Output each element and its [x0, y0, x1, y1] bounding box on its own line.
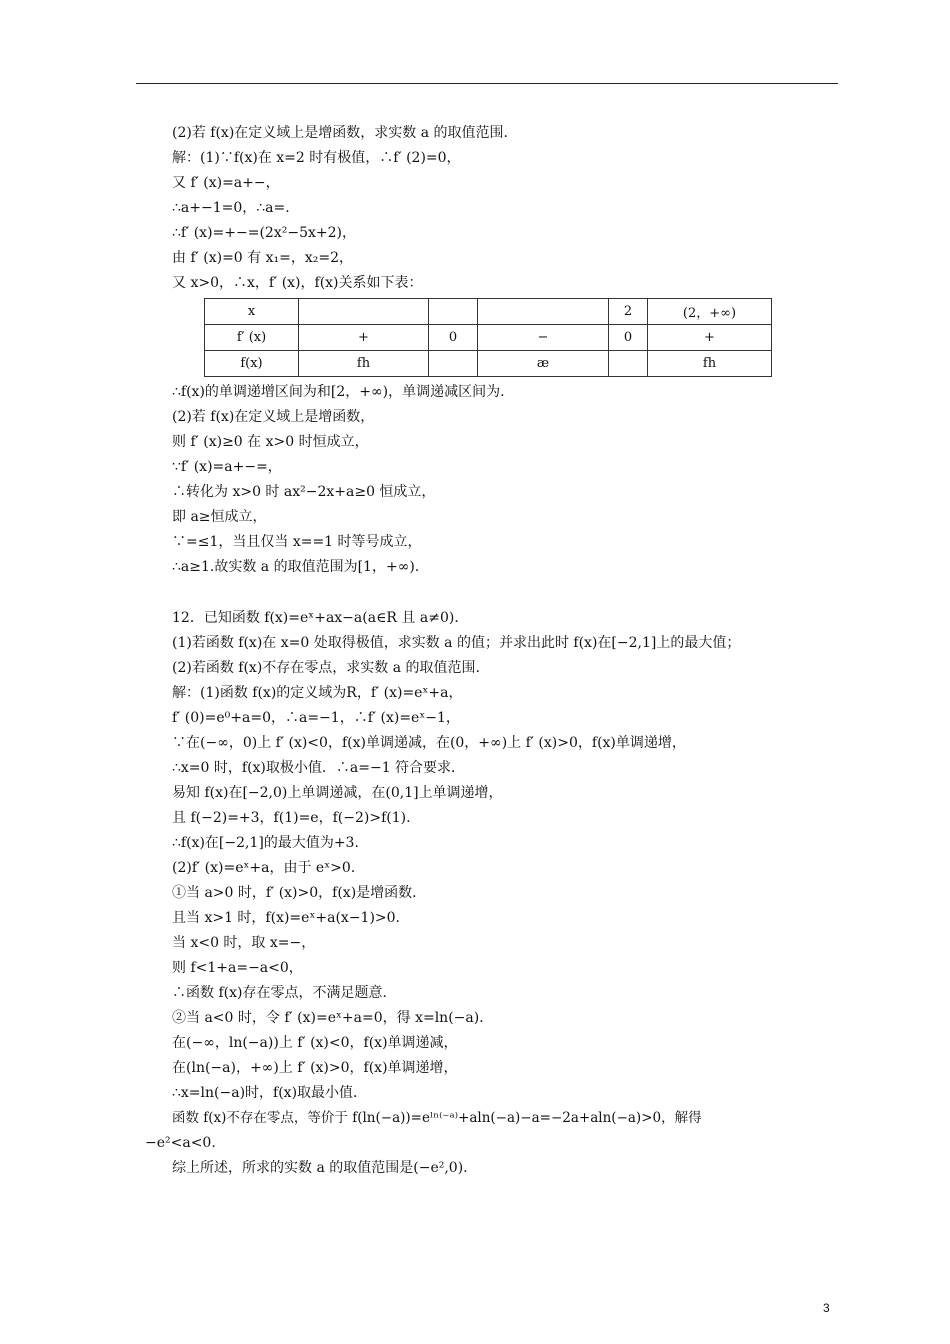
text-line: 综上所述，所求的实数 a 的取值范围是(−e²,0).	[172, 1160, 468, 1176]
table-cell	[429, 299, 478, 325]
table-cell: fh	[299, 351, 429, 377]
text-line: ∴a≥1.故实数 a 的取值范围为[1，+∞).	[172, 559, 420, 575]
table-cell: fh	[648, 351, 772, 377]
text-line: ∵f′ (x)=a+−=，	[172, 459, 282, 475]
table-cell: f′ (x)	[205, 325, 299, 351]
text-line: 则 f′ (x)≥0 在 x>0 时恒成立，	[172, 434, 369, 450]
header-rule	[136, 83, 838, 84]
text-line: 在(ln(−a)，+∞)上 f′ (x)>0，f(x)单调递增，	[172, 1060, 458, 1076]
table-cell: 2	[609, 299, 648, 325]
table-cell: 0	[429, 325, 478, 351]
table-cell: æ	[478, 351, 609, 377]
text-line: ∴f(x)在[−2,1]的最大值为+3.	[172, 835, 359, 851]
text-line: (1)若函数 f(x)在 x=0 处取得极值，求实数 a 的值；并求出此时 f(x)在[−2,1]上的最大值；	[172, 635, 741, 651]
variation-table	[204, 298, 772, 377]
table-row	[205, 351, 772, 377]
text-line: ∴x=0 时，f(x)取极小值．∴a=−1 符合要求．	[172, 760, 466, 776]
table-cell: −	[478, 325, 609, 351]
text-line: ①当 a>0 时，f′ (x)>0，f(x)是增函数．	[172, 885, 427, 901]
text-line: 则 f<1+a=−a<0，	[172, 960, 303, 976]
text-line: (2)若 f(x)在定义域上是增函数，	[172, 409, 375, 425]
text-line: 即 a≥恒成立，	[172, 509, 267, 525]
table-cell: +	[648, 325, 772, 351]
text-line: ②当 a<0 时，令 f′ (x)=eˣ+a=0，得 x=ln(−a)．	[172, 1010, 494, 1026]
table-cell: +	[299, 325, 429, 351]
table-cell: x	[205, 299, 299, 325]
text-line: 函数 f(x)不存在零点，等价于 f(ln(−a))=eˡⁿ⁽⁻ᵃ⁾+aln(−a)−a=−2a+aln(−a)>0，解得	[172, 1110, 702, 1126]
table-cell	[478, 299, 609, 325]
text-line: 且当 x>1 时，f(x)=eˣ+a(x−1)>0.	[172, 910, 401, 926]
table-row	[205, 325, 772, 351]
text-line: 解：(1)∵f(x)在 x=2 时有极值，∴f′ (2)=0，	[172, 150, 461, 166]
text-line: 当 x<0 时，取 x=−，	[172, 935, 316, 951]
text-line: −e²<a<0.	[145, 1135, 216, 1151]
table-row	[205, 299, 772, 325]
text-line: ∴函数 f(x)存在零点，不满足题意．	[172, 985, 397, 1001]
table-cell: 0	[609, 325, 648, 351]
text-line: (2)若函数 f(x)不存在零点，求实数 a 的取值范围.	[172, 660, 480, 676]
text-line: 又 x>0，∴x，f′ (x)，f(x)关系如下表：	[172, 275, 423, 291]
text-line: ∴f(x)的单调递增区间为和[2，+∞)，单调递减区间为.	[172, 384, 505, 400]
table-cell	[609, 351, 648, 377]
text-line: ∵在(−∞，0)上 f′ (x)<0，f(x)单调递减，在(0，+∞)上 f′ (x)>0，f(x)单调递增，	[172, 735, 686, 751]
text-line: 在(−∞，ln(−a))上 f′ (x)<0，f(x)单调递减，	[172, 1035, 458, 1051]
table-cell	[299, 299, 429, 325]
text-line: (2)f′ (x)=eˣ+a，由于 eˣ>0.	[172, 860, 356, 876]
text-line: ∴转化为 x>0 时 ax²−2x+a≥0 恒成立，	[172, 484, 436, 500]
text-line: (2)若 f(x)在定义域上是增函数，求实数 a 的取值范围.	[172, 125, 508, 141]
text-line: 又 f′ (x)=a+−，	[172, 175, 280, 191]
text-line: ∴f′ (x)=+−=(2x²−5x+2)，	[172, 225, 356, 241]
text-line: ∴a+−1=0，∴a=.	[172, 200, 290, 216]
table-cell: (2，+∞)	[648, 299, 772, 325]
page-number: 3	[823, 1301, 830, 1315]
text-line: 解：(1)函数 f(x)的定义域为R，f′ (x)=eˣ+a，	[172, 685, 463, 701]
text-line: ∵=≤1，当且仅当 x==1 时等号成立，	[172, 534, 422, 550]
table-cell	[429, 351, 478, 377]
table-cell: f(x)	[205, 351, 299, 377]
text-line: ∴x=ln(−a)时，f(x)取最小值．	[172, 1085, 368, 1101]
problem-statement: 12．已知函数 f(x)=eˣ+ax−a(a∈R 且 a≠0)．	[172, 610, 469, 626]
text-line: f′ (0)=e⁰+a=0，∴a=−1，∴f′ (x)=eˣ−1，	[172, 710, 460, 726]
text-line: 且 f(−2)=+3，f(1)=e，f(−2)>f(1).	[172, 810, 411, 826]
text-line: 由 f′ (x)=0 有 x₁=，x₂=2，	[172, 250, 354, 266]
text-line: 易知 f(x)在[−2,0)上单调递减，在(0,1]上单调递增，	[172, 785, 503, 801]
